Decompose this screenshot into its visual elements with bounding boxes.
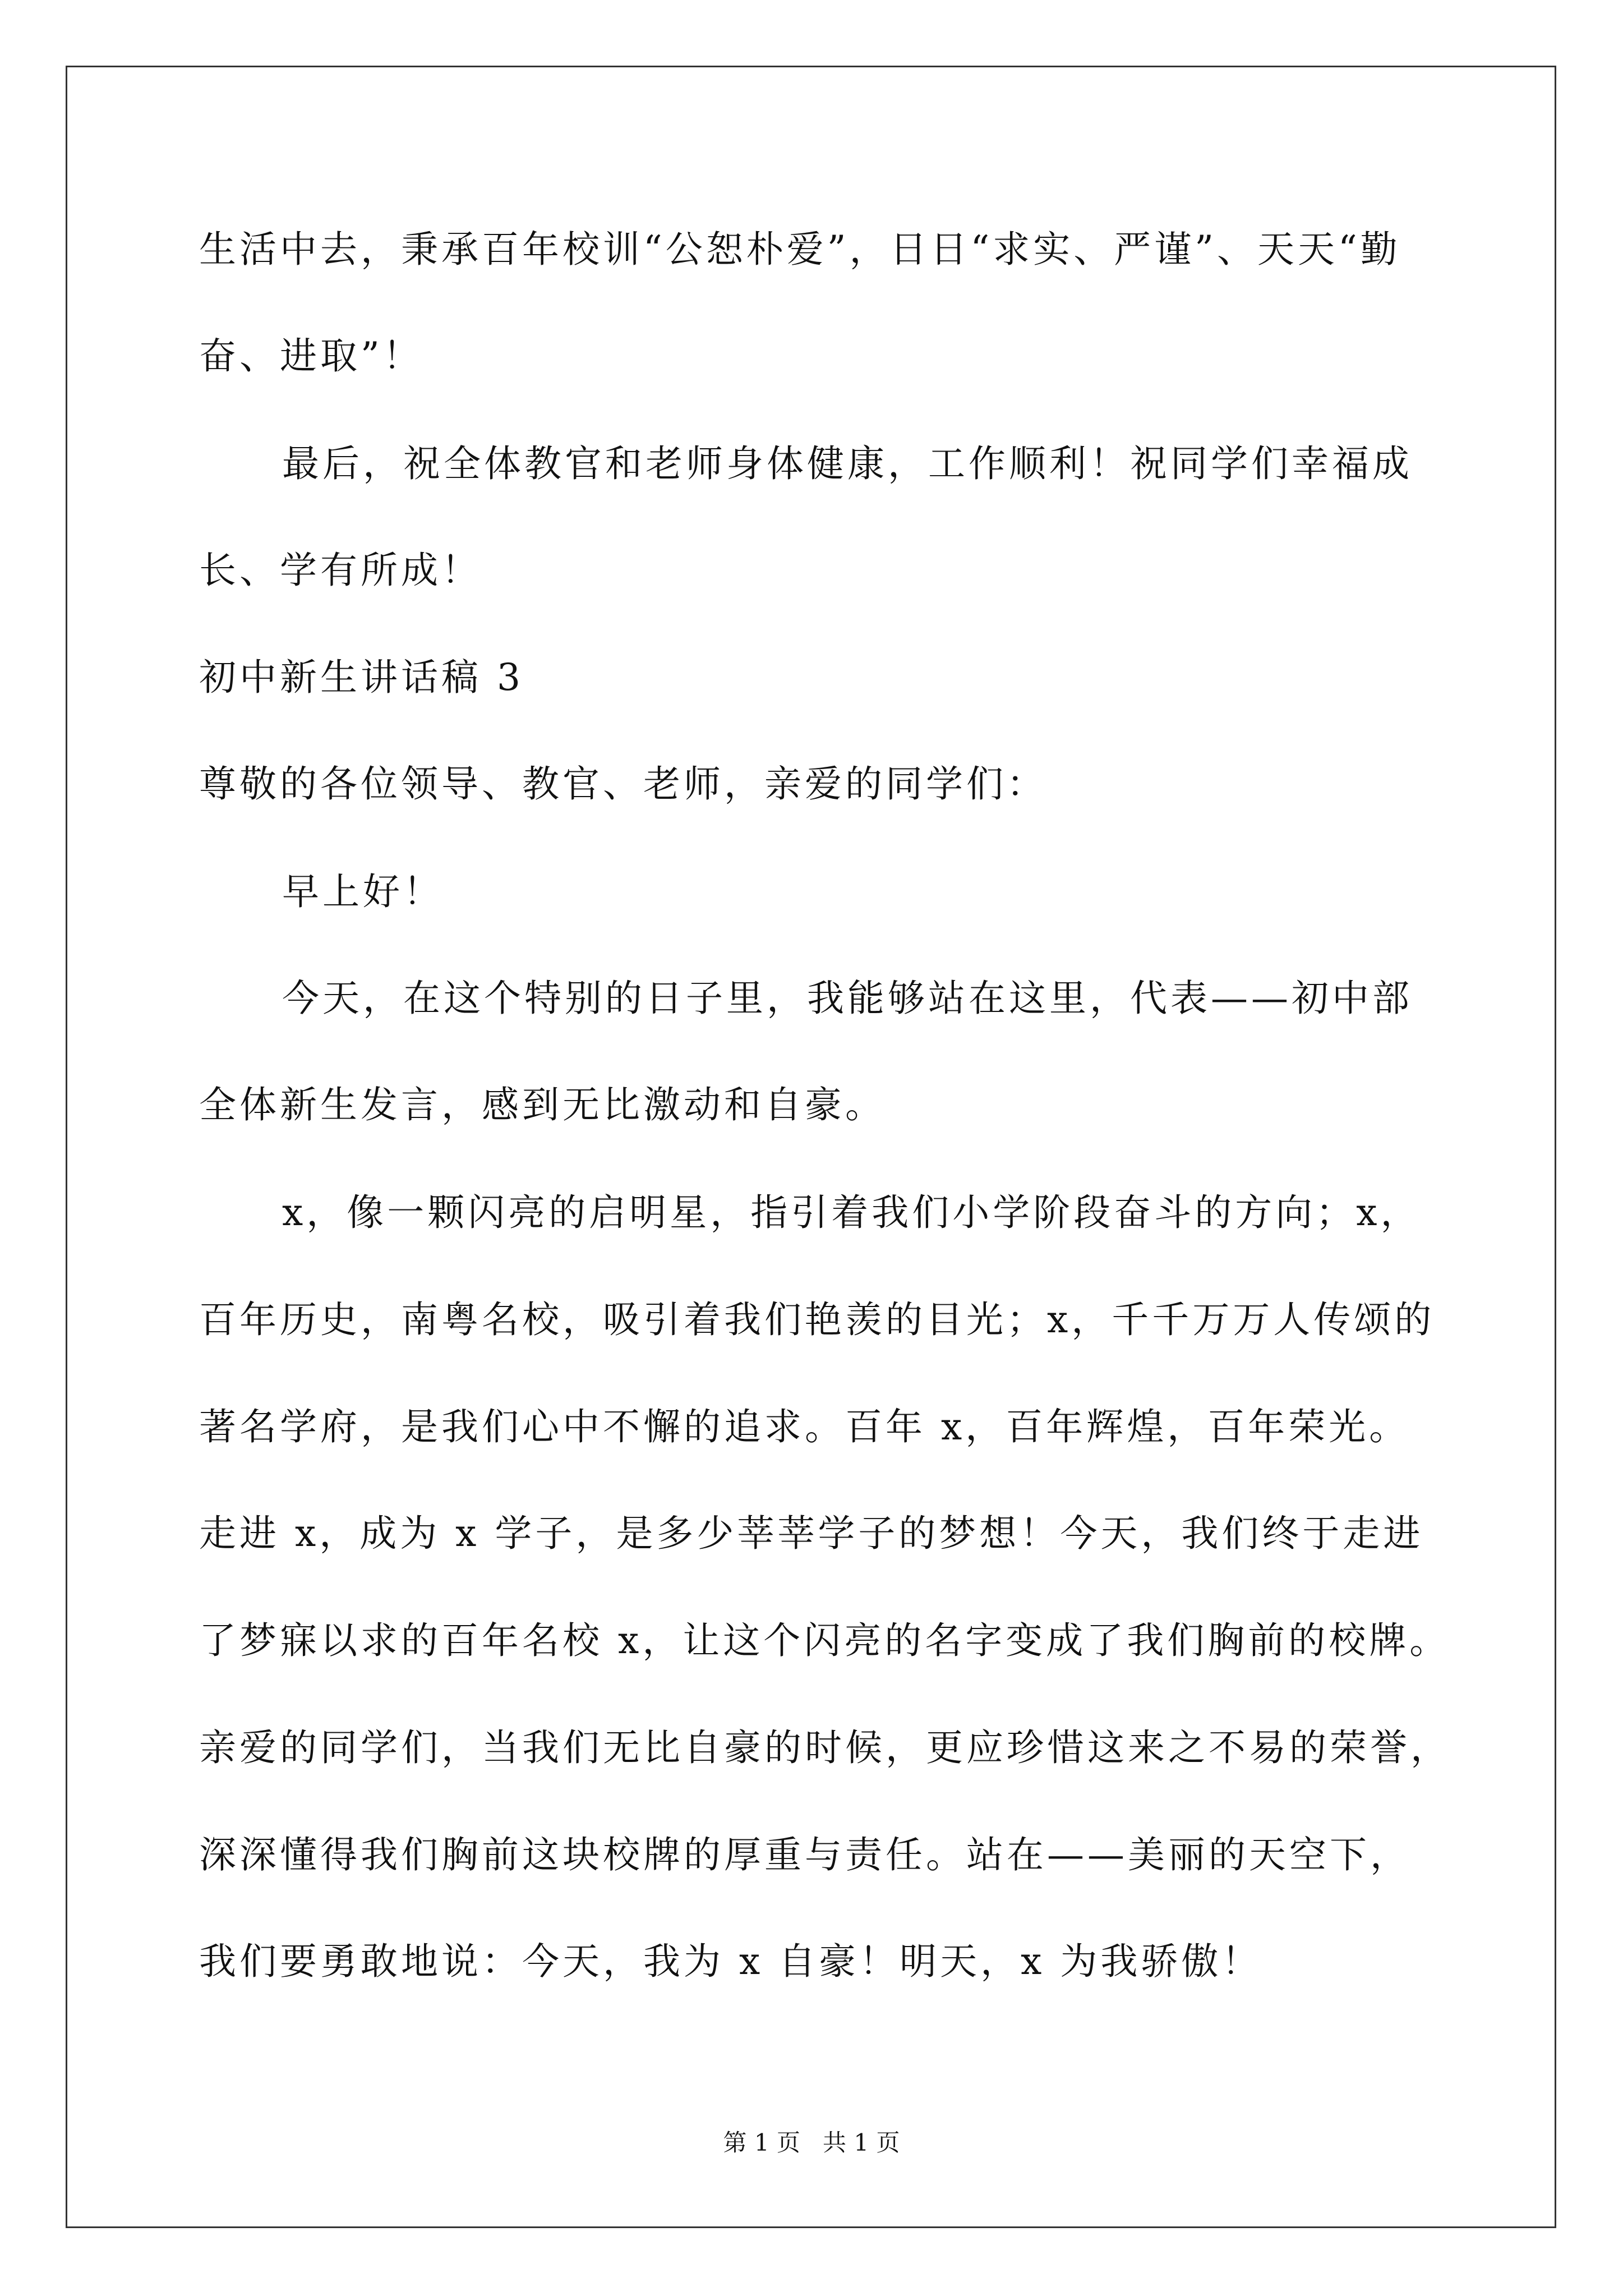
paragraph-line: x，像一颗闪亮的启明星，指引着我们小学阶段奋斗的方向；x， xyxy=(282,1191,1421,1234)
section-heading: 初中新生讲话稿 3 xyxy=(199,656,524,699)
paragraph-line: 今天，在这个特别的日子里，我能够站在这里，代表——初中部 xyxy=(282,977,1413,1020)
salutation: 尊敬的各位领导、教官、老师，亲爱的同学们： xyxy=(199,762,1047,806)
greeting: 早上好！ xyxy=(282,870,444,913)
paragraph-line: 百年历史，南粤名校，吸引着我们艳羡的目光；x，千千万万人传颂的 xyxy=(199,1298,1435,1341)
paragraph-line: 我们要勇敢地说：今天，我为 x 自豪！明天，x 为我骄傲！ xyxy=(199,1940,1262,1983)
paragraph-line: 走进 x，成为 x 学子，是多少莘莘学子的梦想！今天，我们终于走进 xyxy=(199,1512,1424,1555)
paragraph-line: 长、学有所成！ xyxy=(199,549,482,592)
page-footer: 第 1 页 共 1 页 xyxy=(723,2129,900,2156)
paragraph-line: 了梦寐以求的百年名校 x，让这个闪亮的名字变成了我们胸前的校牌。 xyxy=(199,1619,1450,1662)
page-border xyxy=(66,66,1556,2228)
paragraph-line: 著名学府，是我们心中不懈的追求。百年 x，百年辉煌，百年荣光。 xyxy=(199,1405,1410,1448)
paragraph-line: 奋、进取”！ xyxy=(199,334,423,378)
paragraph-line: 深深懂得我们胸前这块校牌的厚重与责任。站在——美丽的天空下， xyxy=(199,1833,1410,1876)
paragraph-line: 生活中去，秉承百年校训“公恕朴爱”，日日“求实、严谨”、天天“勤 xyxy=(199,228,1401,271)
paragraph-line: 最后，祝全体教官和老师身体健康，工作顺利！祝同学们幸福成 xyxy=(282,442,1413,485)
paragraph-line: 亲爱的同学们，当我们无比自豪的时候，更应珍惜这来之不易的荣誉， xyxy=(199,1726,1451,1769)
paragraph-line: 全体新生发言，感到无比激动和自豪。 xyxy=(199,1083,886,1126)
